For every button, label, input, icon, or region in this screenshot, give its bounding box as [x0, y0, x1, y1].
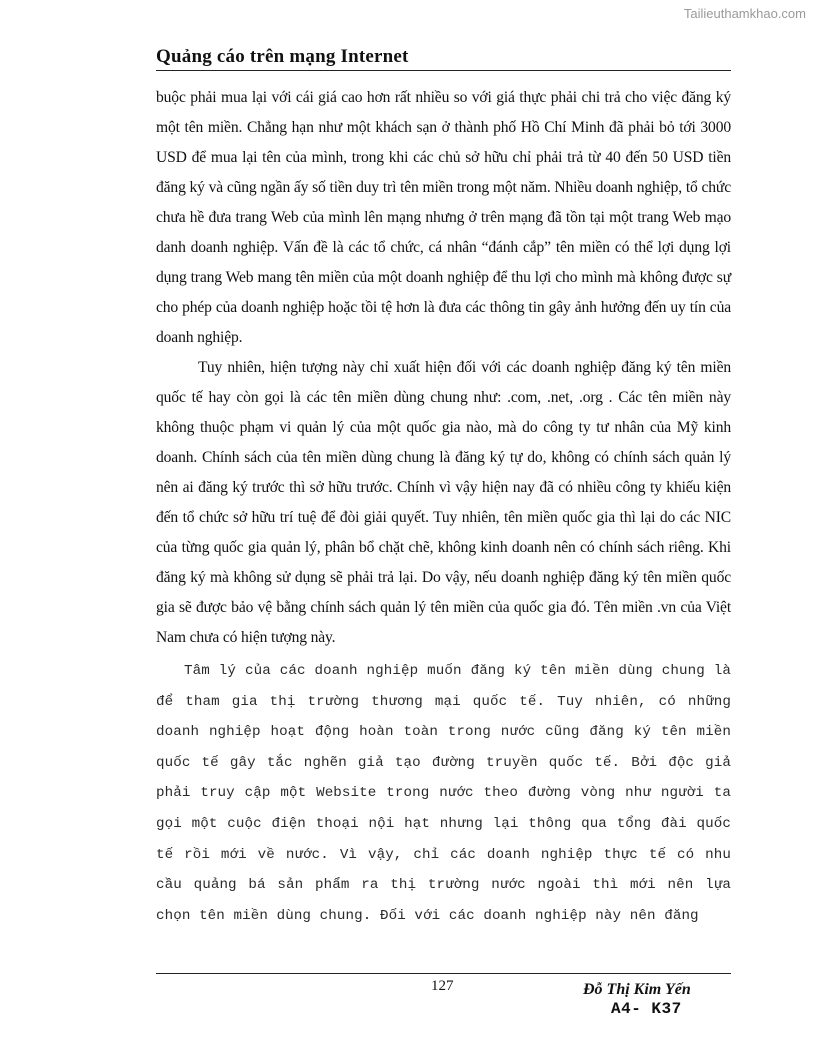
paragraph-2: Tuy nhiên, hiện tượng này chỉ xuất hiện đối với các doanh nghiệp đăng ký tên miền quốc tế hay còn gọi là các tên miền dùng chung như: .com, .net, .org . Các tên miền này không thuộc phạm vi quản lý của một quốc gia nào, mà do công ty tư nhân của Mỹ kinh doanh. Chính sách của tên miền dùng chung là đăng ký tự do, không có chính sách quản lý nên ai đăng ký trước thì sở hữu trước. Chính vì vậy hiện nay đã có nhiều công ty khiếu kiện đến tổ chức sở hữu trí tuệ để đòi giải quyết. Tuy nhiên, tên miền quốc gia thì lại do các NIC của từng quốc gia quản lý, phân bổ chặt chẽ, không kinh doanh nên có chính sách riêng. Khi đăng ký mà không sử dụng sẽ phải trả lại. Do vậy, nếu doanh nghiệp đăng ký tên miền quốc gia sẽ được bảo vệ bằng chính sách quản lý tên miền của quốc gia đó. Tên miền .vn của Việt Nam chưa có hiện tượng này. — [156, 359, 731, 646]
paragraph-1: buộc phải mua lại với cái giá cao hơn rất nhiều so với giá thực phải chi trả cho việc đăng ký một tên miền. Chẳng hạn như một khách sạn ở thành phố Hồ Chí Minh đã phải bỏ tới 3000 USD để mua lại tên của mình, trong khi các chủ sở hữu chỉ phải trả từ 40 đến 50 USD tiền đăng ký và cũng ngần ấy số tiền duy trì tên miền trong một năm. Nhiều doanh nghiệp, tổ chức chưa hề đưa trang Web của mình lên mạng nhưng ở trên mạng đã tồn tại một trang Web mạo danh doanh nghiệp. Vấn đề là các tổ chức, cá nhân “đánh cắp” tên miền có thể lợi dụng lợi dụng trang Web mang tên miền của một doanh nghiệp để thu lợi cho mình mà không được sự cho phép của doanh nghiệp hoặc tồi tệ hơn là đưa các thông tin gây ảnh hưởng đến uy tín của doanh nghiệp. — [156, 89, 731, 346]
footer-divider — [156, 973, 731, 974]
watermark: Tailieuthamkhao.com — [683, 6, 806, 21]
header-divider — [156, 70, 731, 71]
document-body — [156, 83, 731, 931]
class-code: A4- K37 — [611, 1000, 682, 1018]
page-number: 127 — [431, 978, 454, 994]
author-name: Đỗ Thị Kim Yến — [583, 981, 691, 998]
page-header-title: Quảng cáo trên mạng Internet — [156, 46, 409, 67]
paragraph-3: Tâm lý của các doanh nghiệp muốn đăng ký tên miền dùng chung là để tham gia thị trường thương mại quốc tế. Tuy nhiên, có những doanh nghiệp hoạt động hoàn toàn trong nước cũng đăng ký tên miền quốc tế gây tắc nghẽn giả tạo đường truyền quốc tế. Bởi độc giả phải truy cập một Website trong nước theo đường vòng như người ta gọi một cuộc điện thoại nội hạt nhưng lại thông qua tổng đài quốc tế rồi mới về nước. Vì vậy, chỉ các doanh nghiệp thực tế có nhu cầu quảng bá sản phẩm ra thị trường nước ngoài thì mới nên lựa chọn tên miền dùng chung. Đối với các doanh nghiệp này nên đăng — [156, 663, 731, 924]
